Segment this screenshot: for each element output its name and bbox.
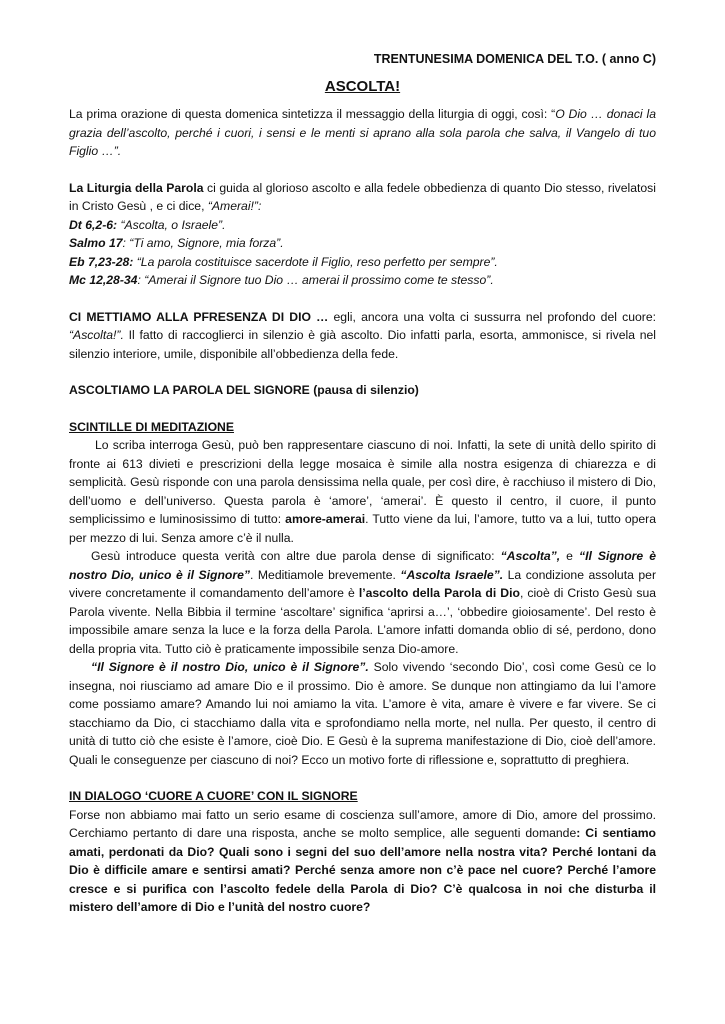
reading-item [69,234,656,253]
meditation-text: Lo scriba interroga Gesù, può ben rappresentare ciascuno di noi. Infatti, la sete di unità dello spirito di fronte ai 613 divieti e prescrizioni della legge mosaica è simile alla nostra esigenza di chiarezza e di semplicità. Gesù risponde con una parola densissima nella quale, per così dire, è racchiuso il mistero di Dio, dell’uomo e dell’universo. Questa parola è ‘amore’, ‘amerai’. È questo il centro, il cuore, il punto semplicissimo e luminosissimo di tutto: [69,438,656,526]
meditation-heading: SCINTILLE DI MEDITAZIONE [69,419,234,434]
presence-paragraph [69,308,656,364]
presence-label: CI METTIAMO ALLA PFRESENZA DI DIO … [69,309,329,324]
meditation-text: Gesù introduce questa verità con altre due parola dense di significato: [91,549,501,563]
dialogue-paragraph [69,806,656,917]
meditation-text: Solo vivendo ‘secondo Dio’, così come Gesù ce lo insegna, noi riusciamo ad amare Dio e il prossimo. Dio è amore. Se dunque non attingiamo da lui l’amore come possiamo amare? Amando lui noi amiamo la vita. L’amore è vita, amare è vivere e far vivere. Se ci stacchiamo da Dio, ci stacchiamo dalla vita e sprofondiamo nella morte, nel nulla. Per questo, il centro di unità di tutto ciò che esiste è l’amore, cioè Dio. E Gesù è la suprema manifestazione di Dio, cioè dell’amore. Quali le conseguenze per ciascuno di noi? Ecco un motivo forte di riflessione e, soprattutto di preghiera. [69,660,656,767]
emphasis-quote: “Il Signore è il nostro Dio, unico è il Signore”. [91,660,369,674]
emphasis-text: amore-amerai [285,512,366,526]
dialogue-heading: IN DIALOGO ‘CUORE A CUORE’ CON IL SIGNORE [69,789,358,803]
presence-text-2: Il fatto di raccoglierci in silenzio è già ascolto. Dio infatti parla, esorta, ammonisce, si rivela nel silenzio interiore, umile, disponibile all’obbedienza della fede. [69,328,656,361]
dialogue-text: Forse non abbiamo mai fatto un serio esame di coscienza sull’amore, amore di Dio, amore del prossimo. Cerchiamo pertanto di dare una risposta, anche se molto semplice, alle seguenti domande [69,807,656,840]
dialogue-questions: : Ci sentiamo amati, perdonati da Dio? Quali sono i segni del suo dell’amore nella nostra vita? Perché lontani da Dio è difficile amare e sentirsi amati? Perché senza amore non c’è pace nel cuore? Perché l’amore cresce e si purifica con l’ascolto fedele della Parola di Dio? C’è qualcosa in noi che disturba il mistero dell’amore di Dio e l’unità del nostro cuore? [69,826,656,914]
meditation-text: La condizione assoluta per vivere concretamente il comandamento dell’amore è [69,567,657,600]
presence-text: egli, ancora una volta ci sussurra nel profondo del cuore: [328,309,657,324]
meditation-text: , cioè di Cristo Gesù sua Parola vivente. Nella Bibbia il termine ‘ascoltare’ significa ‘aprirsi a…’, ‘obbedire gioiosamente’. Del resto è impossibile amare senza la luce e la forza della Parola. L’amore infatti domanda oblio di sé, perdono, dono della propria vita. Tutto ciò è praticamente impossibile senza Dio-amore. [69,586,657,656]
page-title: ASCOLTA! [324,78,401,95]
meditation-text: e [560,549,579,563]
intro-quote: O Dio … donaci la grazia dell’ascolto, perché i cuori, i sensi e le menti si aprano alla sola parola che salva, il Vangelo di tuo Figlio …”. [69,107,656,158]
reading-text: “La parola costituisce sacerdote il Figlio, reso perfetto per sempre”. [133,254,498,269]
reading-text: “Ascolta, o Israele”. [117,217,226,232]
emphasis-quote: “Ascolta”, [500,549,561,563]
liturgy-paragraph [69,179,656,216]
reading-ref: Mc 12,28-34 [69,273,138,287]
presence-quote: “Ascolta!”. [69,328,124,342]
listen-heading: ASCOLTIAMO LA PAROLA DEL SIGNORE (pausa di silenzio) [69,383,419,397]
meditation-paragraph-1 [69,436,656,547]
emphasis-quote: “Ascolta Israele”. [400,567,504,582]
meditation-text: . Meditiamole brevemente. [250,567,401,582]
meditation-text: . Tutto viene da lui, l’amore, tutto va a lui, tutto opera per mezzo di lui. Senza amore c’è il nulla. [69,512,656,545]
reading-text: : “Ti amo, Signore, mia forza”. [122,236,284,250]
reading-item [69,253,656,272]
emphasis-quote: “Il Signore è nostro Dio, unico è il Signore” [69,549,656,582]
reading-ref: Eb 7,23-28: [69,254,134,269]
liturgy-text: ci guida al glorioso ascolto e alla fedele obbedienza di quanto Dio stesso, rivelatosi in Cristo Gesù , e ci dice, [69,180,656,213]
reading-ref: Salmo 17 [69,236,123,250]
intro-text: La prima orazione di questa domenica sintetizza il messaggio della liturgia di oggi, così: “ [69,107,556,121]
meditation-paragraph-3 [69,658,656,769]
intro-paragraph [69,105,656,161]
reading-item [69,216,656,235]
page-header: TRENTUNESIMA DOMENICA DEL T.O. ( anno C) [373,52,656,66]
meditation-paragraph-2 [69,547,656,658]
document-page [69,52,656,917]
emphasis-text: l’ascolto della Parola di Dio [358,586,520,600]
reading-text: : “Amerai il Signore tuo Dio … amerai il prossimo come te stesso”. [137,273,494,287]
reading-item [69,271,656,290]
liturgy-quote: “Amerai!”: [207,199,262,213]
reading-ref: Dt 6,2-6: [69,217,118,232]
liturgy-label: La Liturgia della Parola [69,180,204,195]
